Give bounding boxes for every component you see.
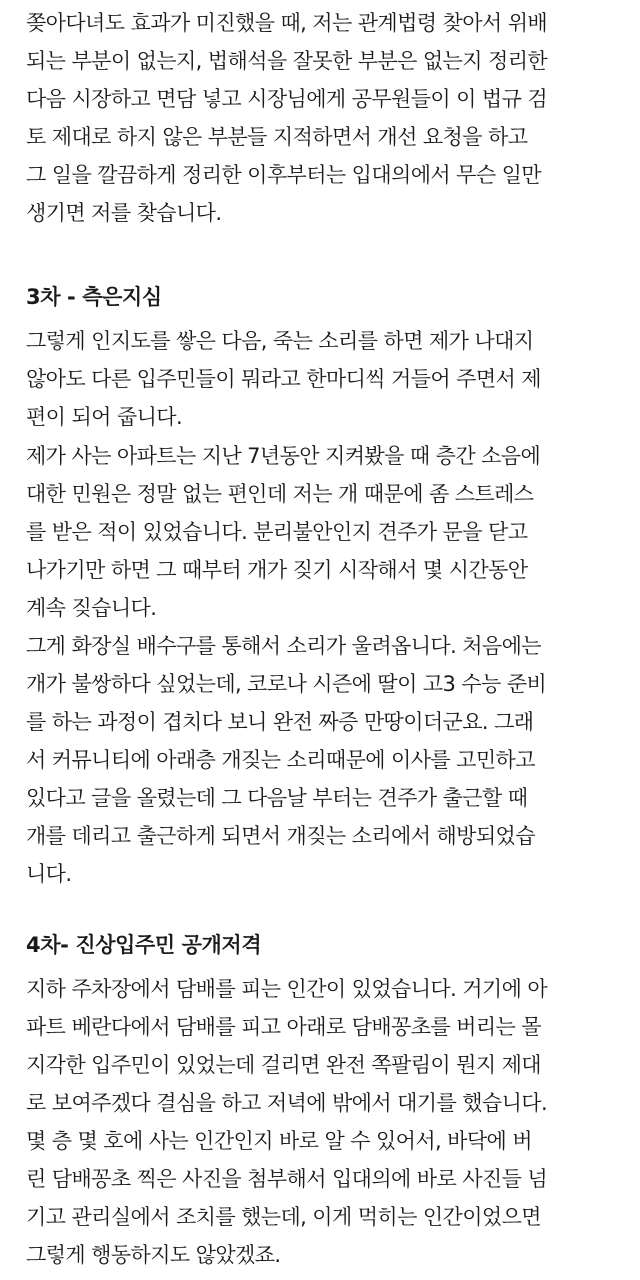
text-line: 나가기만 하면 그 때부터 개가 짖기 시작해서 몇 시간동안	[26, 558, 528, 582]
paragraph	[26, 322, 618, 436]
text-line: 를 받은 적이 있었습니다. 분리불안인지 견주가 문을 닫고	[26, 520, 528, 544]
text-line: 다음 시장하고 면담 넣고 시장님에게 공무원들이 이 법규 검	[26, 87, 548, 111]
section-3-paragraph-2	[26, 437, 618, 627]
text-line: 쫒아다녀도 효과가 미진했을 때, 저는 관계법령 찾아서 위배	[26, 11, 548, 35]
text-line: 그렇게 인지도를 쌓은 다음, 죽는 소리를 하면 제가 나대지	[26, 329, 534, 353]
text-line: 개를 데리고 출근하게 되면서 개짖는 소리에서 해방되었습	[26, 824, 535, 848]
paragraph	[26, 1122, 618, 1274]
intro-paragraph	[26, 4, 618, 232]
text-line: 편이 되어 줍니다.	[26, 405, 183, 429]
text-line: 개가 불쌍하다 싶었는데, 코로나 시즌에 딸이 고3 수능 준비	[26, 672, 547, 696]
text-line: 않아도 다른 입주민들이 뭐라고 한마디씩 거들어 주면서 제	[26, 367, 541, 391]
section-4-paragraph-2	[26, 1122, 618, 1274]
text-line: 그렇게 행동하지도 않았겠죠.	[26, 1243, 281, 1267]
text-line: 기고 관리실에서 조치를 했는데, 이게 먹히는 인간이었으면	[26, 1205, 541, 1229]
text-line: 린 담배꽁초 찍은 사진을 첨부해서 입대의에 바로 사진들 넘	[26, 1167, 548, 1191]
section-3-heading: 3차 - 측은지심	[26, 285, 162, 309]
text-line: 생기면 저를 찾습니다.	[26, 201, 222, 225]
text-line: 니다.	[26, 862, 72, 886]
intro-section	[26, 4, 618, 232]
section-4-paragraph-1	[26, 970, 618, 1122]
text-line: 를 하는 과정이 겹치다 보니 완전 짜증 만땅이더군요. 그래	[26, 710, 534, 734]
text-line: 있다고 글을 올렸는데 그 다음날 부터는 견주가 출근할 때	[26, 786, 528, 810]
paragraph	[26, 627, 618, 893]
text-line: 파트 베란다에서 담배를 피고 아래로 담배꽁초를 버리는 몰	[26, 1015, 541, 1039]
text-line: 대한 민원은 정말 없는 편인데 저는 개 때문에 좀 스트레스	[26, 482, 534, 506]
text-line: 토 제대로 하지 않은 부분들 지적하면서 개선 요청을 하고	[26, 125, 528, 149]
text-line: 로 보여주겠다 결심을 하고 저녁에 밖에서 대기를 했습니다.	[26, 1091, 548, 1115]
section-4	[26, 926, 618, 964]
section-3-paragraph-3	[26, 627, 618, 893]
section-3	[26, 278, 618, 316]
text-line: 몇 층 몇 호에 사는 인간인지 바로 알 수 있어서, 바닥에 버	[26, 1129, 532, 1153]
text-line: 지하 주차장에서 담배를 피는 인간이 있었습니다. 거기에 아	[26, 977, 548, 1001]
section-3-paragraph-1	[26, 322, 618, 436]
text-line: 계속 짖습니다.	[26, 596, 157, 620]
text-line: 되는 부분이 없는지, 법해석을 잘못한 부분은 없는지 정리한	[26, 49, 548, 73]
text-line: 지각한 입주민이 있었는데 걸리면 완전 쪽팔림이 뭔지 제대	[26, 1053, 541, 1077]
text-line: 제가 사는 아파트는 지난 7년동안 지켜봤을 때 층간 소음에	[26, 444, 541, 468]
text-line: 서 커뮤니티에 아래층 개짖는 소리때문에 이사를 고민하고	[26, 748, 535, 772]
text-line: 그 일을 깔끔하게 정리한 이후부터는 입대의에서 무슨 일만	[26, 163, 541, 187]
paragraph	[26, 970, 618, 1122]
section-4-heading: 4차- 진상입주민 공개저격	[26, 933, 262, 957]
paragraph	[26, 437, 618, 627]
text-line: 그게 화장실 배수구를 통해서 소리가 울려옵니다. 처음에는	[26, 634, 541, 658]
